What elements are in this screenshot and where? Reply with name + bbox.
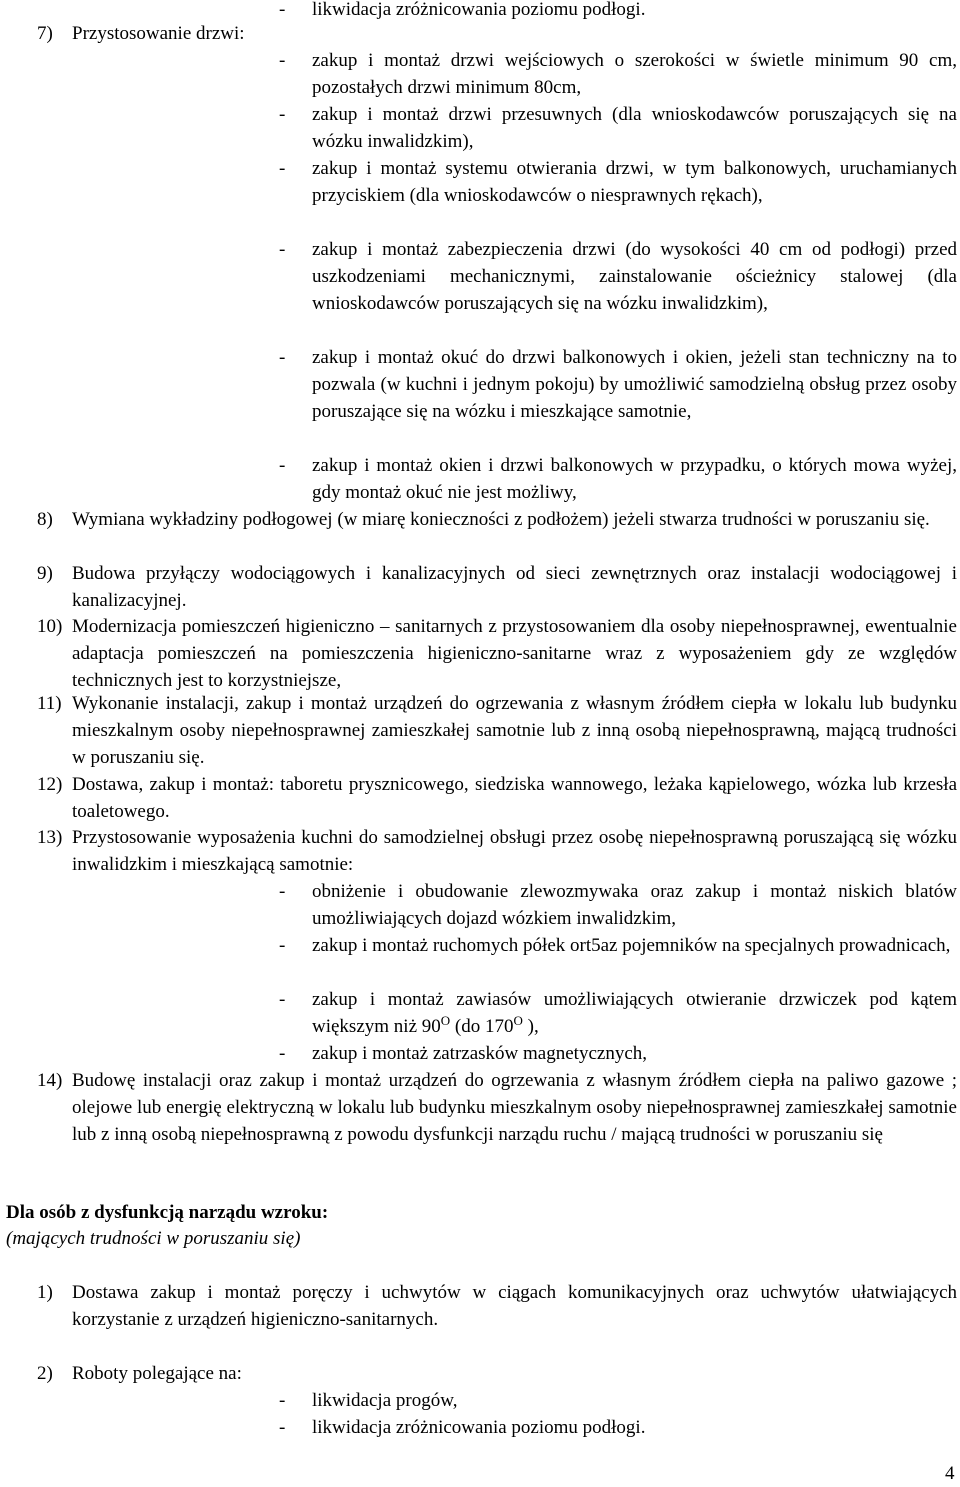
item-text: Dostawa, zakup i montaż: taboretu prysznicowego, siedziska wannowego, leżaka kąpielowego, wózka lub krzesła toaletowego. [72, 774, 957, 822]
list-item-text: zakup i montaż drzwi wejściowych o szerokości w świetle minimum 90 cm, pozostałych drzwi minimum 80cm, [312, 50, 957, 98]
item-number: 9) [37, 563, 53, 584]
list-item [279, 236, 957, 317]
list-dash: - [279, 881, 286, 902]
list-item-text: zakup i montaż okuć do drzwi balkonowych i okien, jeżeli stan techniczny na to pozwala (w kuchni i jednym pokoju) by umożliwić samodzielną obsług przez osoby poruszające się na wózku i mieszkające samotnie, [312, 347, 957, 422]
numbered-item-13 [37, 824, 957, 878]
list-item-text: likwidacja progów, [312, 1390, 458, 1411]
section-subheading: (mających trudności w poruszaniu się) [6, 1228, 301, 1249]
list-item-text: zakup i montaż systemu otwierania drzwi, w tym balkonowych, uruchamianych przyciskiem (dla wnioskodawców o niesprawnych rękach), [312, 158, 957, 206]
list-dash: - [279, 989, 286, 1010]
item-text: Wykonanie instalacji, zakup i montaż urządzeń do ogrzewania z własnym źródłem ciepła w lokalu lub budynku mieszkalnym osoby niepełnosprawnej zamieszkałej samotnie lub z inną osobą niepełnosprawną, mającą trudności w poruszaniu się. [72, 693, 957, 768]
numbered-item-11 [37, 690, 957, 771]
numbered-item-14 [37, 1067, 957, 1148]
item-text: Modernizacja pomieszczeń higieniczno – sanitarnych z przystosowaniem dla osoby niepełnosprawnej, ewentualnie adaptacja pomieszczeń na pomieszczenia higieniczno-sanitarne wraz z wyposażeniem gdy ze względów technicznych jest to korzystniejsze, [72, 616, 957, 691]
list-item-text: zakup i montaż zatrzasków magnetycznych, [312, 1043, 647, 1064]
item-number: 13) [37, 827, 63, 848]
item-number: 12) [37, 774, 63, 795]
item-number: 1) [37, 1282, 53, 1303]
list-item-text: zakup i montaż zabezpieczenia drzwi (do wysokości 40 cm od podłogi) przed uszkodzeniami mechanicznymi, zainstalowanie ościeżnicy stalowej (dla wnioskodawców poruszających się na wózku inwalidzkim), [312, 239, 957, 314]
item-text: Przystosowanie wyposażenia kuchni do samodzielnej obsługi przez osobę niepełnosprawną poruszającą się wózku inwalidzkim i mieszkającą samotnie: [72, 827, 957, 875]
list-item-text: zakup i montaż okien i drzwi balkonowych w przypadku, o których mowa wyżej, gdy montaż okuć nie jest możliwy, [312, 455, 957, 503]
page-number: 4 [945, 1463, 955, 1484]
section-heading: Dla osób z dysfunkcją narządu wzroku: [6, 1202, 329, 1223]
list-item-text [312, 986, 957, 1040]
list-dash: - [279, 104, 286, 125]
item-text: Wymiana wykładziny podłogowej (w miarę konieczności z podłożem) jeżeli stwarza trudności w poruszaniu się. [72, 509, 930, 530]
text-segment: (do 170 [450, 1016, 514, 1037]
list-item [279, 1040, 957, 1067]
list-dash: - [279, 1417, 286, 1438]
list-item-text: zakup i montaż drzwi przesuwnych (dla wnioskodawców poruszających się na wózku inwalidzkim), [312, 104, 957, 152]
list-item [279, 344, 957, 425]
list-item [279, 932, 957, 959]
list-item [279, 452, 957, 506]
superscript: O [513, 1013, 523, 1028]
list-dash: - [279, 158, 286, 179]
list-dash: - [279, 455, 286, 476]
list-dash: - [279, 1390, 286, 1411]
list-item [279, 47, 957, 101]
list-dash: - [279, 239, 286, 260]
item-number: 10) [37, 616, 63, 637]
list-item [279, 986, 957, 1040]
item-title: Roboty polegające na: [72, 1363, 242, 1384]
superscript: O [440, 1013, 451, 1028]
item-text: Dostawa zakup i montaż poręczy i uchwytów w ciągach komunikacyjnych oraz uchwytów ułatwiających korzystanie z urządzeń higieniczno-sanitarnych. [72, 1282, 957, 1330]
list-item [279, 1387, 957, 1414]
list-item [279, 101, 957, 155]
text-segment: zakup i montaż zawiasów umożliwiających otwieranie drzwiczek pod kątem większym niż 90 [312, 989, 957, 1037]
list-dash: - [279, 50, 286, 71]
numbered-item-9 [37, 560, 957, 614]
numbered-item-2 [37, 1360, 957, 1387]
numbered-item-1 [37, 1279, 957, 1333]
list-item [279, 155, 957, 209]
list-item [279, 1414, 957, 1441]
list-item-text: likwidacja zróżnicowania poziomu podłogi. [312, 0, 646, 20]
item-number: 2) [37, 1363, 53, 1384]
list-item [279, 878, 957, 932]
item-number: 7) [37, 23, 53, 44]
item-number: 14) [37, 1070, 63, 1091]
numbered-item-7 [37, 20, 957, 47]
item-number: 8) [37, 509, 53, 530]
text-segment: ), [522, 1016, 539, 1037]
list-item-text: zakup i montaż ruchomych półek ort5az pojemników na specjalnych prowadnicach, [312, 935, 951, 956]
item-text: Budowa przyłączy wodociągowych i kanalizacyjnych od sieci zewnętrznych oraz instalacji wodociągowej i kanalizacyjnej. [72, 563, 957, 611]
item-title: Przystosowanie drzwi: [72, 23, 245, 44]
item-text: Budowę instalacji oraz zakup i montaż urządzeń do ogrzewania z własnym źródłem ciepła na paliwo gazowe ; olejowe lub energię elektryczną w lokalu lub budynku mieszkalnym osoby niepełnosprawnej zamieszkałej samotnie lub z inną osobą niepełnosprawną z powodu dysfunkcji narządu ruchu / mającą trudności w poruszaniu się [72, 1070, 957, 1145]
list-dash: - [279, 0, 286, 20]
list-dash: - [279, 935, 286, 956]
numbered-item-12 [37, 771, 957, 825]
item-number: 11) [37, 693, 62, 714]
list-item-text: likwidacja zróżnicowania poziomu podłogi. [312, 1417, 646, 1438]
list-dash: - [279, 347, 286, 368]
list-item-text: obniżenie i obudowanie zlewozmywaka oraz zakup i montaż niskich blatów umożliwiających dojazd wózkiem inwalidzkim, [312, 881, 957, 929]
list-dash: - [279, 1043, 286, 1064]
numbered-item-8 [37, 506, 957, 533]
numbered-item-10 [37, 613, 957, 694]
